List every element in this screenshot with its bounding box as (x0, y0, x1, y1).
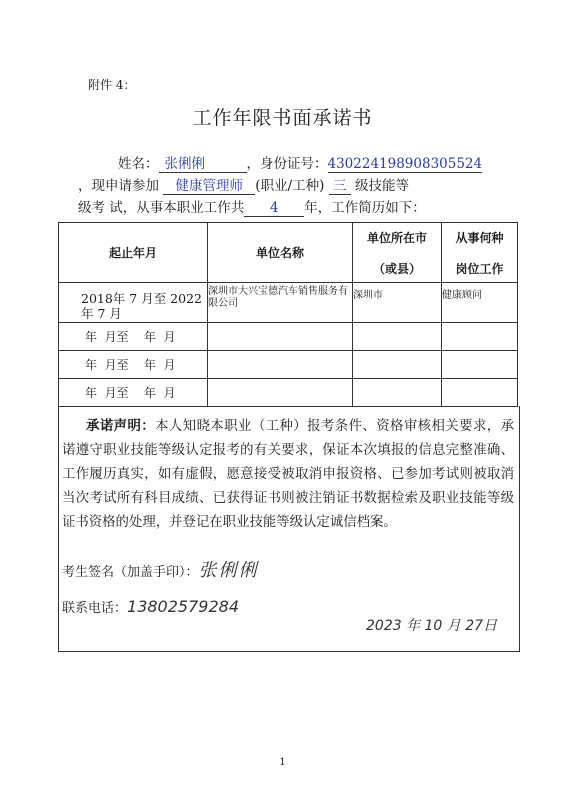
table-header-row (59, 223, 518, 283)
level-suffix: 级技能等 (354, 178, 409, 194)
header-city: 单位所在市 （或县） (353, 223, 442, 283)
table-row (59, 351, 518, 379)
years-suffix: 年，工作简历如下： (304, 200, 426, 216)
page-number: 1 (279, 757, 286, 768)
row-period: 年 月至 年 月 (59, 323, 208, 351)
document-title: 工作年限书面承诺书 (192, 107, 373, 129)
row-period: 年 月至 年 月 (59, 351, 208, 379)
row-unit: 深圳市大兴宝德汽车销售服务有限公司 (208, 283, 353, 323)
row-post (442, 379, 518, 407)
name-id-line (118, 152, 482, 173)
row-period: 2018年 7 月至 2022 年 7 月 (59, 283, 208, 323)
table-row (59, 379, 518, 407)
id-value: 430224198908305524 (327, 156, 483, 172)
apply-prefix: ，现申请参加 (78, 178, 159, 194)
row-unit (208, 323, 353, 351)
signature-label: 考生签名（加盖手印）： (62, 565, 199, 580)
header-post: 从事何种 岗位工作 (442, 223, 518, 283)
years-line (78, 196, 426, 217)
row-period: 年 月至 年 月 (59, 379, 208, 407)
signature-line (62, 556, 259, 582)
phone-handwriting: 13802579284 (127, 597, 239, 616)
row-unit (208, 379, 353, 407)
phone-line (62, 597, 239, 616)
signing-date: 2023 年 10 月 27日 (366, 618, 498, 634)
declaration-label: 承诺声明： (86, 418, 156, 434)
declaration (62, 414, 514, 535)
id-label: ，身份证号： (246, 156, 328, 172)
work-history-table (58, 222, 518, 407)
name-value: 张俐俐 (159, 152, 247, 173)
row-post (442, 351, 518, 379)
signature-handwriting: 张俐俐 (198, 560, 259, 581)
row-city (353, 323, 442, 351)
level-value: 三 (329, 174, 351, 195)
occupation-line (78, 174, 409, 195)
years-value: 4 (244, 200, 304, 217)
header-unit: 单位名称 (208, 223, 353, 283)
table-row (59, 323, 518, 351)
row-city: 深圳市 (353, 283, 442, 323)
row-post (442, 323, 518, 351)
annex-label: 附件 4： (88, 78, 136, 92)
occupation-mid: (职业/工种) (255, 178, 325, 194)
years-prefix: 级考 试，从事本职业工作共 (78, 200, 245, 216)
header-period: 起止年月 (59, 223, 208, 283)
phone-label: 联系电话： (62, 601, 128, 616)
row-city (353, 379, 442, 407)
row-unit (208, 351, 353, 379)
row-city (353, 351, 442, 379)
table-row (59, 283, 518, 323)
name-label: 姓名： (118, 156, 159, 172)
declaration-text: 本人知晓本职业（工种）报考条件、资格审核相关要求，承诺遵守职业技能等级认定报考的有关要求，保证本次填报的信息完整准确、工作履历真实，如有虚假，愿意接受被取消申报资格、已参加考试则被取消当次考试所有科目成绩、已获得证书则被注销证书数据检索及职业技能等级证书资格的处理，并登记在职业技能等级认定诚信档案。 (62, 419, 515, 530)
occupation-value: 健康管理师 (163, 174, 255, 195)
row-post: 健康顾问 (442, 283, 518, 323)
